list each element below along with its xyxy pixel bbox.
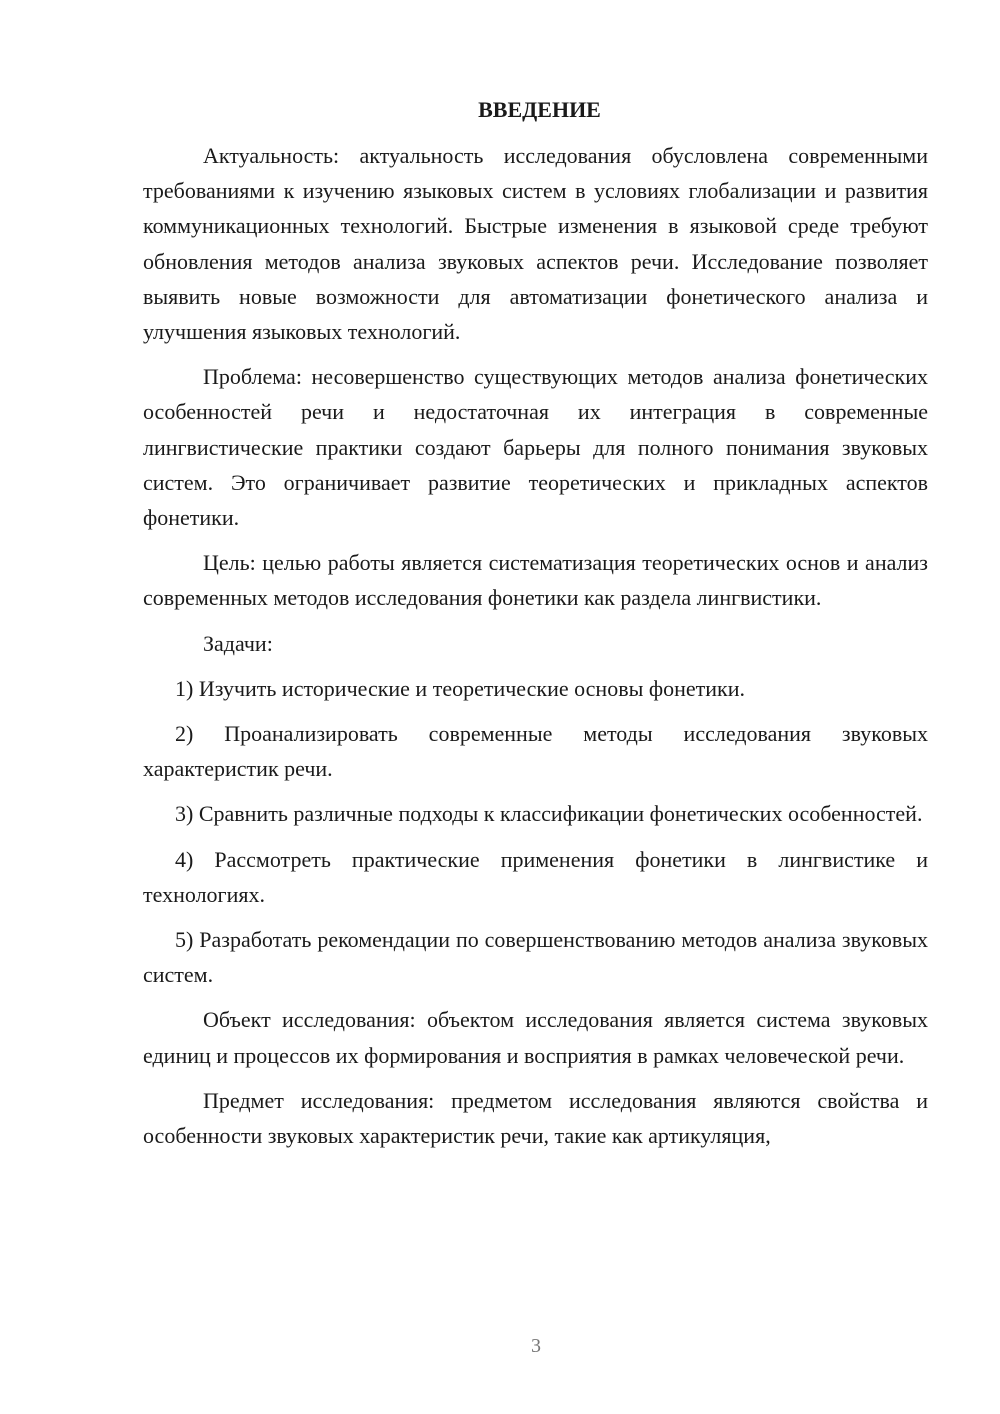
- goal-paragraph: Цель: целью работы является систематизация теоретических основ и анализ современных методов исследования фонетики как раздела лингвистики.: [143, 550, 928, 611]
- tasks-label: Задачи:: [203, 630, 273, 656]
- document-body: [143, 95, 928, 1163]
- relevance-paragraph: Актуальность: актуальность исследования обусловлена современными требованиями к изучению языковых систем в условиях глобализации и развития коммуникационных технологий. Быстрые изменения в языковой среде требуют обновления методов анализа звуковых аспектов речи. Исследование позволяет выявить новые возможности для автоматизации фонетического анализа и улучшения языковых технологий.: [143, 143, 928, 345]
- object-paragraph: Объект исследования: объектом исследования является система звуковых единиц и процессов их формирования и восприятия в рамках человеческой речи.: [143, 1007, 928, 1068]
- page-number: 3: [531, 1335, 541, 1357]
- task-item: 3) Сравнить различные подходы к классификации фонетических особенностей.: [175, 801, 923, 827]
- task-item: 1) Изучить исторические и теоретические основы фонетики.: [175, 675, 746, 701]
- task-item: 4) Рассмотреть практические применения фонетики в лингвистике и технологиях.: [143, 846, 928, 907]
- problem-paragraph: Проблема: несовершенство существующих методов анализа фонетических особенностей речи и недостаточная их интеграция в современные лингвистические практики создают барьеры для полного понимания звуковых систем. Это ограничивает развитие теоретических и прикладных аспектов фонетики.: [143, 364, 928, 531]
- task-item: 2) Проанализировать современные методы исследования звуковых характеристик речи.: [143, 721, 928, 782]
- section-title: ВВЕДЕНИЕ: [478, 97, 601, 122]
- subject-paragraph: Предмет исследования: предметом исследования являются свойства и особенности звуковых характеристик речи, такие как артикуляция,: [143, 1087, 928, 1149]
- task-item: 5) Разработать рекомендации по совершенствованию методов анализа звуковых систем.: [143, 927, 928, 988]
